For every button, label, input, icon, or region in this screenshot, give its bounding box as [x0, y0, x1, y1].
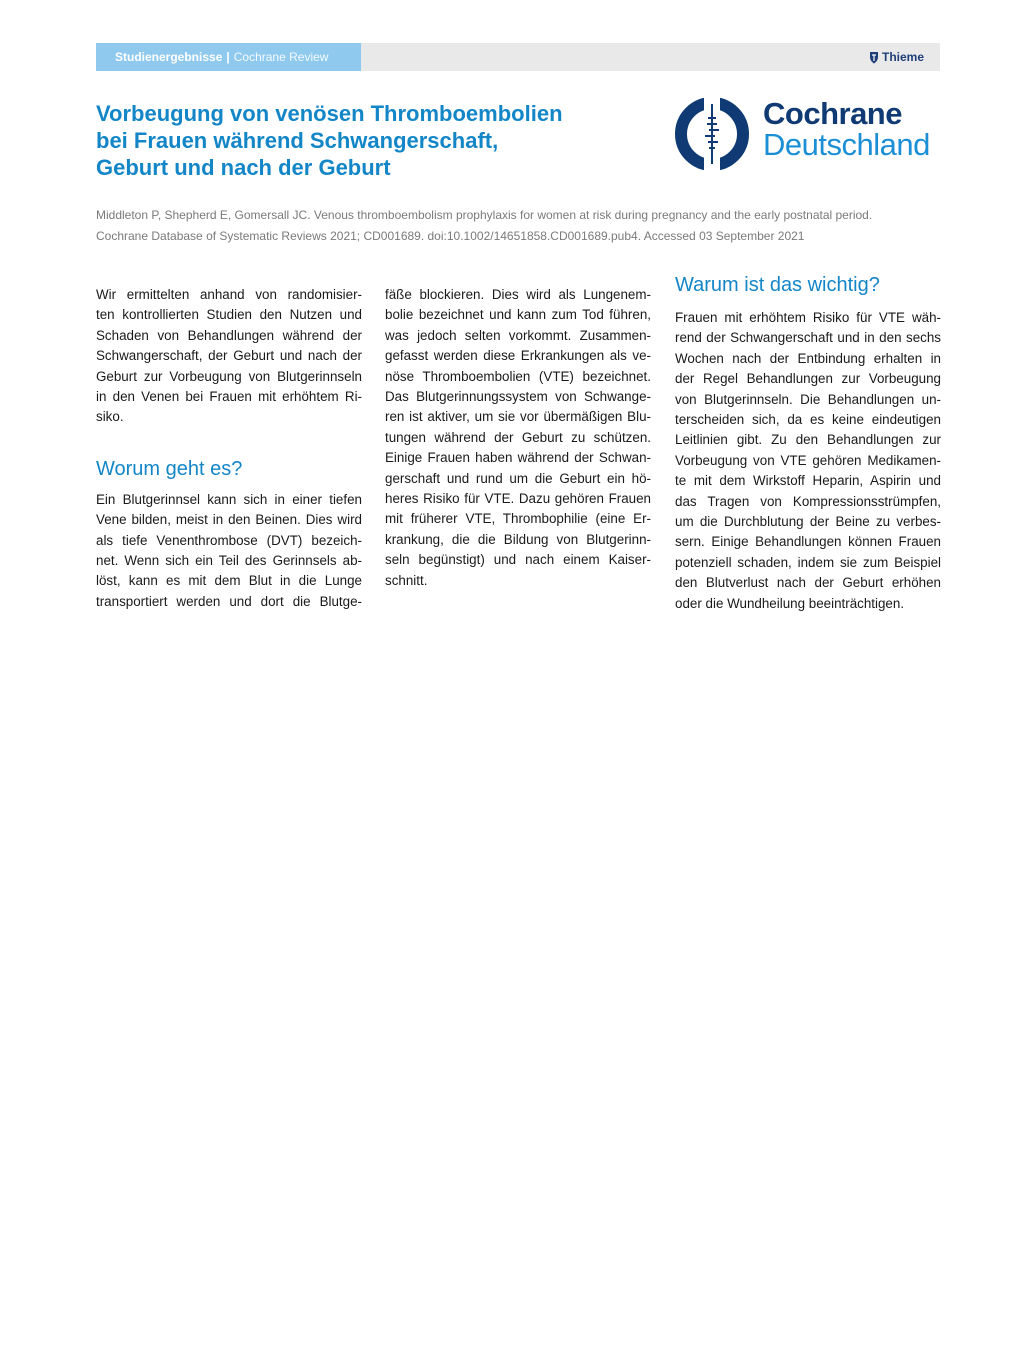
text-line: oder die Wundheilung beeinträchtigen.	[675, 595, 905, 611]
text-line: siko.	[96, 409, 124, 425]
text-line: ten kontrollierten Studien den Nutzen und	[96, 307, 362, 323]
text-line: bolie bezeichnet und kann zum Tod führen,	[385, 307, 651, 323]
text-line: Wir ermittelten anhand von randomisier-	[96, 287, 362, 302]
text-line: Frauen mit erhöhtem Risiko für VTE wäh-	[675, 310, 941, 325]
text-line: schnitt.	[385, 572, 428, 588]
text-line: nöse Thromboembolien (VTE) bezeichnet.	[385, 368, 651, 384]
text-line: Einige Frauen haben während der Schwan-	[385, 450, 651, 466]
text-line: te mit dem Wirkstoff Heparin, Aspirin und	[675, 473, 941, 489]
cochrane-emblem-icon	[674, 96, 750, 172]
title-line: Vorbeugung von venösen Thromboembolien	[96, 101, 563, 126]
text-line: mit früherer VTE, Thrombophilie (eine Er-	[385, 511, 651, 527]
text-line: Schaden von Behandlungen während der	[96, 327, 362, 343]
title-line: bei Frauen während Schwangerschaft,	[96, 128, 499, 153]
section-header-bar	[96, 43, 940, 71]
text-line: um die Durchblutung der Beine zu verbes-	[675, 514, 941, 530]
text-line: tungen während der Geburt zu schützen.	[385, 429, 651, 445]
title-line: Geburt und nach der Geburt	[96, 155, 391, 180]
text-line: Geburt zur Vorbeugung von Blutgerinnseln	[96, 368, 362, 384]
text-line: was jedoch selten vorkommt. Zusammen-	[385, 327, 651, 343]
text-line: gefasst werden diese Erkrankungen als ve-	[385, 348, 651, 364]
text-line: heres Risiko für VTE. Dazu gehören Frauen	[385, 491, 651, 507]
thieme-shield-icon	[869, 51, 879, 64]
section-separator: |	[226, 50, 230, 64]
text-line: Leitlinien gibt. Zu den Behandlungen zur	[675, 432, 941, 448]
text-line: Schwangerschaft, der Geburt und nach der	[96, 348, 362, 364]
text-line: net. Wenn sich ein Teil des Gerinnsels ab-	[96, 553, 362, 569]
body-paragraph	[675, 308, 941, 614]
text-line: fäße blockieren. Dies wird als Lungenem-	[385, 287, 651, 302]
section-tag	[96, 43, 361, 71]
text-column-1	[96, 285, 362, 612]
text-line: Das Blutgerinnungssystem von Schwange-	[385, 389, 651, 405]
text-line: sern. Einige Behandlungen können Frauen	[675, 534, 941, 550]
text-line: terscheiden sich, da es keine eindeutigen	[675, 412, 941, 428]
text-line: Vorbeugung von VTE gehören Medikamen-	[675, 452, 941, 468]
intro-paragraph	[96, 285, 362, 428]
cochrane-deutschland-logo	[674, 94, 942, 174]
logo-wordmark	[763, 98, 930, 160]
publisher-name: Thieme	[881, 50, 924, 64]
citation-line: Cochrane Database of Systematic Reviews 2021; CD001689. doi:10.1002/14651858.CD001689.pub4. Accessed 03 September 2021	[96, 229, 805, 243]
section-heading: Warum ist das wichtig?	[675, 274, 880, 296]
citation	[96, 205, 946, 247]
text-line: den Blutverlust nach der Geburt erhöhen	[675, 575, 941, 591]
body-paragraph	[385, 285, 651, 591]
logo-line-deutschland: Deutschland	[763, 127, 930, 162]
text-line: der Regel Behandlungen zur Vorbeugung	[675, 371, 941, 387]
subsection-label: Cochrane Review	[233, 50, 329, 64]
text-line: krankung, die die Bildung von Blutgerinn-	[385, 531, 651, 547]
body-paragraph	[96, 490, 362, 612]
text-line: transportiert werden und dort die Blutge-	[96, 593, 362, 609]
section-heading: Worum geht es?	[96, 457, 243, 480]
logo-line-cochrane: Cochrane	[763, 96, 902, 131]
text-line: das Tragen von Kompressionsstrümpfen,	[675, 493, 941, 509]
text-line: ren ist aktiver, um sie vor übermäßigen Blu-	[385, 409, 651, 425]
text-line: von Blutgerinnseln. Die Behandlungen un-	[675, 391, 941, 407]
section-label: Studienergebnisse	[115, 50, 223, 64]
text-column-2	[385, 285, 651, 591]
publisher-logo	[869, 43, 924, 71]
text-line: rend der Schwangerschaft und in den sechs	[675, 330, 941, 346]
text-line: gerschaft und rund um die Geburt ein hö-	[385, 470, 651, 486]
text-line: in den Venen bei Frauen mit erhöhtem Ri-	[96, 389, 362, 405]
text-line: Ein Blutgerinnsel kann sich in einer tiefen	[96, 491, 362, 507]
citation-line: Middleton P, Shepherd E, Gomersall JC. Venous thromboembolism prophylaxis for women at risk during pregnancy and the early postnatal period.	[96, 208, 873, 222]
text-line: Wochen nach der Entbindung erhalten in	[675, 350, 941, 366]
text-line: seln begünstigt) und nach einem Kaiser-	[385, 552, 651, 568]
text-line: als tiefe Venenthrombose (DVT) bezeich-	[96, 532, 362, 548]
text-line: Vene bilden, meist in den Beinen. Dies wird	[96, 512, 362, 528]
text-line: löst, kann es mit dem Blut in die Lunge	[96, 573, 362, 589]
text-column-3	[675, 272, 941, 614]
article-title	[96, 100, 656, 181]
text-line: potenziell schaden, indem sie zum Beispiel	[675, 554, 941, 570]
